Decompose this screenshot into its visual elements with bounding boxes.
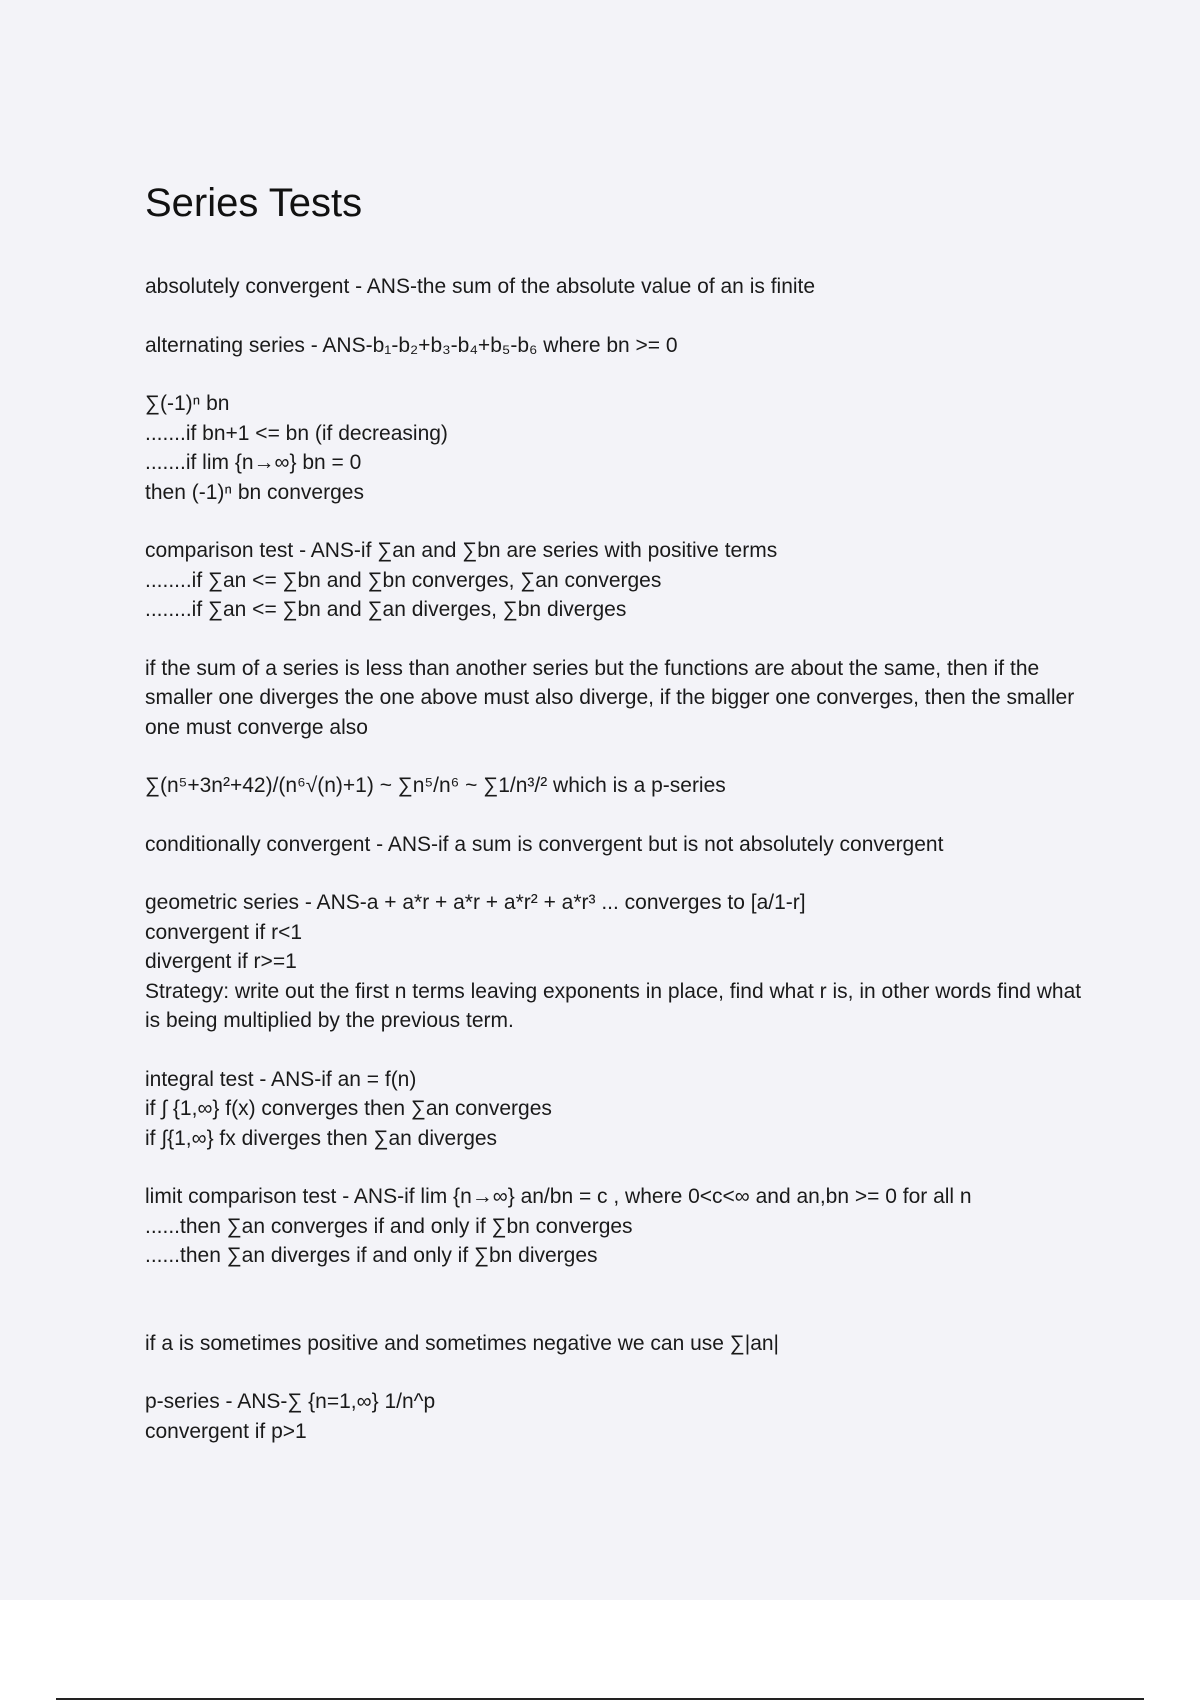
entry-p-series <box>145 1387 1100 1446</box>
text-line: then (-1)ⁿ bn converges <box>145 480 364 504</box>
text-line: if ∫{1,∞} fx diverges then ∑an diverges <box>145 1126 498 1150</box>
comparison-example <box>145 771 1100 801</box>
text-line: ........if ∑an <= ∑bn and ∑bn converges, ∑an converges <box>145 568 662 592</box>
text-line: if a is sometimes positive and sometimes negative we can use ∑|an| <box>145 1331 780 1355</box>
entry-conditionally-convergent <box>145 830 1100 860</box>
text-line: integral test - ANS-if an = f(n) <box>145 1067 417 1091</box>
text-line: ......then ∑an diverges if and only if ∑bn diverges <box>145 1244 598 1267</box>
text-line: .......if bn+1 <= bn (if decreasing) <box>145 421 448 445</box>
text-line: geometric series - ANS-a + a*r + a*r + a*r² + a*r³ ... converges to [a/1-r] <box>145 891 806 914</box>
text-paragraph: if the sum of a series is less than another series but the functions are about the same, then if the smaller one diverges the one above must also diverge, if the bigger one converges, then the smaller one must converge also <box>145 656 1075 739</box>
page-title: Series Tests <box>145 181 363 225</box>
text-line: ∑(-1)ⁿ bn <box>145 392 230 415</box>
text-line: divergent if r>=1 <box>145 950 297 973</box>
text-line: convergent if r<1 <box>145 920 303 944</box>
text-line: p-series - ANS-∑ {n=1,∞} 1/n^p <box>145 1390 436 1413</box>
text-line: ........if ∑an <= ∑bn and ∑an diverges, ∑bn diverges <box>145 598 627 621</box>
text-line: ......then ∑an converges if and only if ∑bn converges <box>145 1214 633 1238</box>
entry-limit-comparison-test <box>145 1182 1100 1271</box>
entry-integral-test <box>145 1065 1100 1154</box>
text-line: alternating series - ANS-b₁-b₂+b₃-b₄+b₅-b₆ where bn >= 0 <box>145 333 678 357</box>
text-line: convergent if p>1 <box>145 1419 307 1443</box>
document-content <box>145 180 1100 1475</box>
absolute-value-note <box>145 1329 1100 1359</box>
text-line: comparison test - ANS-if ∑an and ∑bn are series with positive terms <box>145 539 778 562</box>
entry-absolutely-convergent <box>145 272 1100 302</box>
text-line: .......if lim {n→∞} bn = 0 <box>145 451 362 474</box>
entry-geometric-series <box>145 888 1100 1036</box>
text-line: if ∫ {1,∞} f(x) converges then ∑an converges <box>145 1097 552 1120</box>
entry-comparison-test <box>145 536 1100 625</box>
text-paragraph: Strategy: write out the first n terms leaving exponents in place, find what r is, in other words find what is being multiplied by the previous term. <box>145 979 1082 1032</box>
comparison-explanation <box>145 654 1100 743</box>
entry-alternating-series <box>145 331 1100 361</box>
text-line: limit comparison test - ANS-if lim {n→∞} an/bn = c , where 0<c<∞ and an,bn >= 0 for all n <box>145 1185 972 1208</box>
text-line: ∑(n⁵+3n²+42)/(n⁶√(n)+1) ~ ∑n⁵/n⁶ ~ ∑1/n³/² which is a p-series <box>145 774 726 797</box>
alternating-series-conditions <box>145 389 1100 507</box>
text-line: conditionally convergent - ANS-if a sum is convergent but is not absolutely convergent <box>145 832 944 856</box>
text-line: absolutely convergent - ANS-the sum of the absolute value of an is finite <box>145 275 816 298</box>
